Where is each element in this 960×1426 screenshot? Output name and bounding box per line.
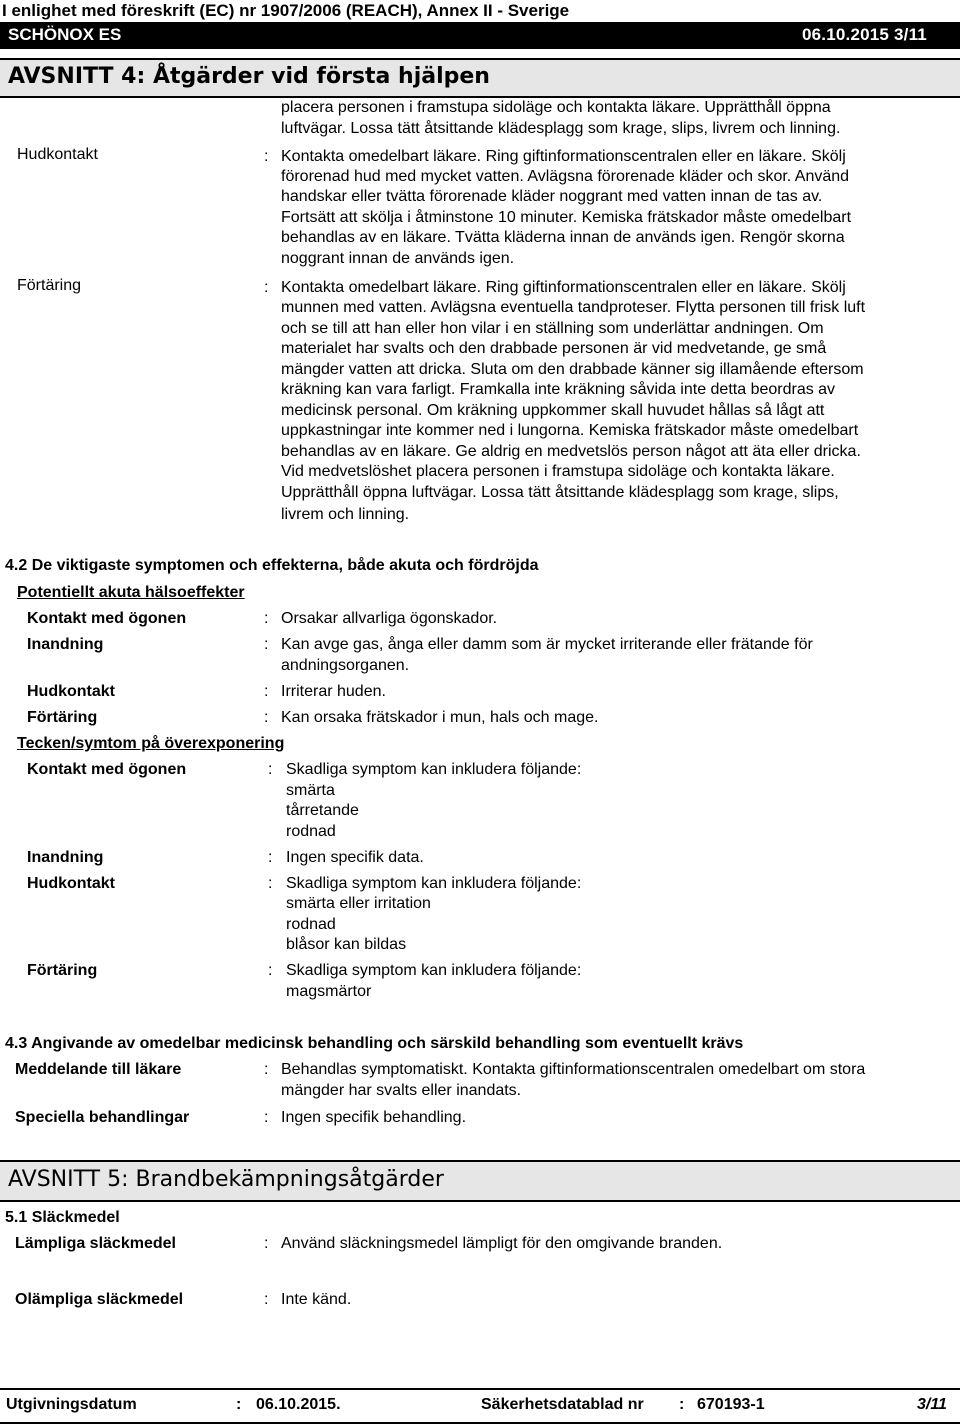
skin-contact-label: Hudkontakt (17, 146, 98, 163)
colon: : (264, 1061, 269, 1078)
text-line: Fortsätt att skölja i åtminstone 10 minuter. Kemiska frätskador måste omedelbart (281, 209, 852, 226)
section-5-heading (0, 1160, 960, 1202)
subsection-4-3-title: 4.3 Angivande av omedelbar medicinsk behandling och särskild behandling som eventuellt krävs (5, 1035, 744, 1052)
regulation-text: I enlighet med föreskrift (EC) nr 1907/2006 (REACH), Annex II - Sverige (2, 1, 570, 20)
unsuitable-media-label: Olämpliga släckmedel (15, 1291, 184, 1308)
text-line: handskar eller tvätta förorenade kläder noggrant med vatten innan de tas av. (281, 188, 823, 205)
text-line: livrem och linning. (281, 506, 410, 523)
signs-eye-text: smärta (286, 782, 335, 799)
subsection-4-2-title: 4.2 De viktigaste symptomen och effekterna, både akuta och fördröjda (5, 557, 539, 574)
sds-number: 670193-1 (697, 1396, 765, 1413)
text-line: Kontakta omedelbart läkare. Ring giftinformationscentralen eller en läkare. Skölj (281, 148, 846, 165)
acute-eye-label: Kontakt med ögonen (27, 610, 187, 627)
text-line: Upprätthåll öppna luftvägar. Lossa tätt åtsittande klädesplagg som krage, slips, (281, 484, 839, 501)
acute-eye-text: Orsakar allvarliga ögonskador. (281, 610, 498, 627)
product-header-bar (0, 22, 960, 49)
section-4-title: AVSNITT 4: Åtgärder vid första hjälpen (8, 64, 490, 89)
colon: : (264, 709, 269, 726)
note-to-physician-label: Meddelande till läkare (15, 1061, 182, 1078)
acute-ingestion-label: Förtäring (27, 709, 98, 726)
acute-skin-text: Irriterar huden. (281, 683, 386, 700)
signs-ingestion-text: Skadliga symptom kan inkludera följande: (286, 962, 582, 979)
colon: : (679, 1396, 685, 1413)
colon: : (264, 683, 269, 700)
colon: : (264, 1291, 269, 1308)
signs-inhalation-label: Inandning (27, 849, 104, 866)
section-5-title: AVSNITT 5: Brandbekämpningsåtgärder (8, 1167, 444, 1192)
specific-treatments-text: Ingen specifik behandling. (281, 1109, 467, 1126)
colon: : (268, 875, 273, 892)
suitable-media-text: Använd släckningsmedel lämpligt för den omgivande branden. (281, 1235, 723, 1252)
continued-line: luftvägar. Lossa tätt åtsittande klädesplagg som krage, slips, livrem och linning. (281, 120, 841, 137)
regulation-header (0, 0, 960, 22)
signs-ingestion-text: magsmärtor (286, 983, 372, 1000)
colon: : (268, 761, 273, 778)
unsuitable-media-text: Inte känd. (281, 1291, 352, 1308)
text-line: och se till att han eller hon vilar i en ställning som underlättar andningen. Om (281, 320, 824, 337)
signs-eye-text: Skadliga symptom kan inkludera följande: (286, 761, 582, 778)
acute-inhalation-text: andningsorganen. (281, 657, 410, 674)
colon: : (264, 148, 269, 165)
signs-skin-text: smärta eller irritation (286, 895, 431, 912)
page-footer (0, 1388, 960, 1424)
sds-number-label: Säkerhetsdatablad nr (481, 1396, 644, 1413)
signs-eye-label: Kontakt med ögonen (27, 761, 187, 778)
text-line: noggrant innan de används igen. (281, 250, 515, 267)
signs-ingestion-label: Förtäring (27, 962, 98, 979)
colon: : (236, 1396, 242, 1413)
acute-effects-heading: Potentiellt akuta hälsoeffekter (17, 584, 245, 601)
acute-ingestion-text: Kan orsaka frätskador i mun, hals och mage. (281, 709, 599, 726)
text-line: behandlas av en läkare. Tvätta kläderna innan de används igen. Rengör skorna (281, 229, 845, 246)
colon: : (268, 849, 273, 866)
signs-skin-text: Skadliga symptom kan inkludera följande: (286, 875, 582, 892)
text-line: medicinsk personal. Om kräkning uppkommer skall huvudet hållas så lågt att (281, 402, 825, 419)
product-name: SCHÖNOX ES (8, 25, 122, 44)
colon: : (264, 1109, 269, 1126)
colon: : (264, 1235, 269, 1252)
text-line: materialet har svalts och den drabbade personen är vid medvetande, ge små (281, 340, 827, 357)
colon: : (264, 636, 269, 653)
acute-skin-label: Hudkontakt (27, 683, 115, 700)
acute-inhalation-label: Inandning (27, 636, 104, 653)
signs-skin-label: Hudkontakt (27, 875, 115, 892)
note-to-physician-text: mängder har svalts eller inandats. (281, 1082, 522, 1099)
text-line: mängder vatten att dricka. Sluta om den drabbade känner sig illamående eftersom (281, 361, 864, 378)
signs-inhalation-text: Ingen specifik data. (286, 849, 424, 866)
page-number: 3/11 (917, 1396, 947, 1413)
section-4-heading (0, 58, 960, 98)
issue-date-label: Utgivningsdatum (6, 1396, 137, 1413)
continued-line: placera personen i framstupa sidoläge och kontakta läkare. Upprätthåll öppna (281, 99, 831, 116)
text-line: uppkastningar inte kommer ned i lungorna. Kemiska frätskador måste omedelbart (281, 422, 859, 439)
signs-heading: Tecken/symtom på överexponering (17, 735, 285, 752)
acute-inhalation-text: Kan avge gas, ånga eller damm som är mycket irriterande eller frätande för (281, 636, 813, 653)
text-line: Kontakta omedelbart läkare. Ring giftinformationscentralen eller en läkare. Skölj (281, 279, 846, 296)
text-line: behandlas av en läkare. Ge aldrig en medvetslös person något att äta eller dricka. (281, 443, 861, 460)
text-line: kräkning kan vara farligt. Framkalla inte kräkning såvida inte detta beordras av (281, 381, 836, 398)
colon: : (264, 610, 269, 627)
issue-date: 06.10.2015. (256, 1396, 341, 1413)
signs-skin-text: blåsor kan bildas (286, 936, 407, 953)
colon: : (268, 962, 273, 979)
text-line: förorenad hud med mycket vatten. Avlägsna förorenade kläder och skor. Använd (281, 168, 850, 185)
signs-skin-text: rodnad (286, 916, 336, 933)
signs-eye-text: rodnad (286, 823, 336, 840)
ingestion-label: Förtäring (17, 277, 82, 294)
suitable-media-label: Lämpliga släckmedel (15, 1235, 176, 1252)
colon: : (264, 279, 269, 296)
specific-treatments-label: Speciella behandlingar (15, 1109, 190, 1126)
subsection-5-1-title: 5.1 Släckmedel (5, 1209, 120, 1226)
signs-eye-text: tårretande (286, 802, 359, 819)
header-date-page: 06.10.2015 3/11 (802, 25, 927, 44)
note-to-physician-text: Behandlas symptomatiskt. Kontakta giftinformationscentralen omedelbart om stora (281, 1061, 866, 1078)
text-line: Vid medvetslöshet placera personen i framstupa sidoläge och kontakta läkare. (281, 463, 835, 480)
text-line: munnen med vatten. Avlägsna eventuella tandproteser. Flytta personen till frisk luft (281, 299, 866, 316)
